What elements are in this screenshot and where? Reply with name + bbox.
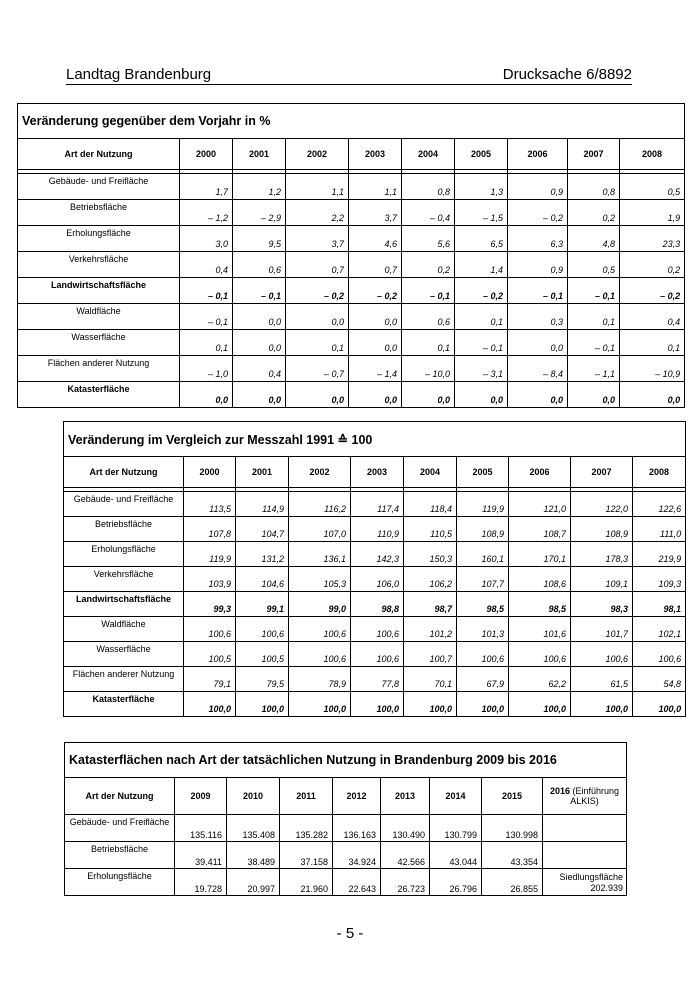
table-row bbox=[64, 517, 686, 542]
value-cell: 0,1 bbox=[402, 330, 455, 356]
value-cell: 21.960 bbox=[280, 869, 333, 896]
value-cell: 0,6 bbox=[402, 304, 455, 330]
value-cell: 105,3 bbox=[289, 567, 351, 592]
value-cell: 1,7 bbox=[180, 174, 233, 200]
value-cell: 0,0 bbox=[286, 382, 349, 408]
table-title-row bbox=[64, 422, 686, 457]
value-cell: 0,0 bbox=[455, 382, 508, 408]
row-label: Betriebsfläche bbox=[64, 517, 184, 542]
table-row bbox=[18, 278, 685, 304]
value-cell: 1,1 bbox=[286, 174, 349, 200]
value-cell: 1,4 bbox=[455, 252, 508, 278]
value-cell: – 10,9 bbox=[620, 356, 685, 382]
value-cell: 135.408 bbox=[227, 815, 280, 842]
value-cell: 108,9 bbox=[571, 517, 633, 542]
value-cell: 26.796 bbox=[430, 869, 482, 896]
row-label: Gebäude- und Freifläche bbox=[18, 174, 180, 200]
table-row bbox=[64, 542, 686, 567]
row-label: Wasserfläche bbox=[64, 642, 184, 667]
value-cell: 26.723 bbox=[381, 869, 430, 896]
value-cell: 6,3 bbox=[508, 226, 568, 252]
value-cell: 100,0 bbox=[184, 692, 236, 717]
value-cell: 109,1 bbox=[571, 567, 633, 592]
value-cell: 19.728 bbox=[175, 869, 227, 896]
table-title: Veränderung gegenüber dem Vorjahr in % bbox=[18, 104, 685, 139]
value-cell: – 1,1 bbox=[568, 356, 620, 382]
value-cell: 0,0 bbox=[233, 382, 286, 408]
header-row bbox=[64, 457, 686, 488]
value-cell: 100,0 bbox=[509, 692, 571, 717]
value-cell: 130.998 bbox=[482, 815, 543, 842]
value-cell: 101,3 bbox=[457, 617, 509, 642]
value-cell: 0,6 bbox=[233, 252, 286, 278]
row-label: Landwirtschaftsfläche bbox=[64, 592, 184, 617]
table-title-row bbox=[65, 743, 627, 778]
row-label: Wasserfläche bbox=[18, 330, 180, 356]
value-cell: 39.411 bbox=[175, 842, 227, 869]
column-header-2016 bbox=[543, 778, 627, 815]
value-cell: 0,0 bbox=[620, 382, 685, 408]
column-header: 2005 bbox=[455, 139, 508, 170]
value-cell: – 10,0 bbox=[402, 356, 455, 382]
value-cell: 219,9 bbox=[633, 542, 686, 567]
value-cell: – 3,1 bbox=[455, 356, 508, 382]
row-label: Gebäude- und Freifläche bbox=[65, 815, 175, 842]
value-cell: 100,0 bbox=[633, 692, 686, 717]
value-cell: 100,0 bbox=[571, 692, 633, 717]
table-row bbox=[18, 226, 685, 252]
value-cell: 3,7 bbox=[286, 226, 349, 252]
table-row bbox=[18, 330, 685, 356]
value-cell: 100,6 bbox=[184, 617, 236, 642]
column-header: 2003 bbox=[349, 139, 402, 170]
value-cell: 119,9 bbox=[184, 542, 236, 567]
table-row bbox=[65, 842, 627, 869]
value-cell: 98,5 bbox=[457, 592, 509, 617]
value-cell: 0,4 bbox=[233, 356, 286, 382]
value-cell: 100,5 bbox=[184, 642, 236, 667]
value-cell: – 0,1 bbox=[180, 278, 233, 304]
column-header: 2005 bbox=[457, 457, 509, 488]
value-cell: 0,0 bbox=[233, 304, 286, 330]
value-cell: 1,1 bbox=[349, 174, 402, 200]
value-cell: – 0,2 bbox=[455, 278, 508, 304]
value-cell: 54,8 bbox=[633, 667, 686, 692]
column-header: 2001 bbox=[236, 457, 289, 488]
value-cell: 6,5 bbox=[455, 226, 508, 252]
row-label: Verkehrsfläche bbox=[64, 567, 184, 592]
value-cell-2016: Siedlungsfläche 202.939 bbox=[543, 869, 627, 896]
column-header: 2014 bbox=[430, 778, 482, 815]
table-row bbox=[18, 174, 685, 200]
value-cell: 0,9 bbox=[508, 174, 568, 200]
row-label: Betriebsfläche bbox=[65, 842, 175, 869]
value-cell: 100,6 bbox=[351, 642, 404, 667]
table-row bbox=[65, 869, 627, 896]
value-cell: 99,3 bbox=[184, 592, 236, 617]
value-cell: 0,1 bbox=[455, 304, 508, 330]
column-note: (Einführung ALKIS) bbox=[570, 786, 620, 806]
column-header: 2015 bbox=[482, 778, 543, 815]
column-header: 2001 bbox=[233, 139, 286, 170]
value-cell: 0,2 bbox=[568, 200, 620, 226]
value-cell: 98,1 bbox=[633, 592, 686, 617]
value-cell: 178,3 bbox=[571, 542, 633, 567]
value-cell: 100,6 bbox=[571, 642, 633, 667]
value-cell: 100,0 bbox=[457, 692, 509, 717]
column-header: 2002 bbox=[286, 139, 349, 170]
value-cell: 98,7 bbox=[404, 592, 457, 617]
value-cell: 107,0 bbox=[289, 517, 351, 542]
page-number: - 5 - bbox=[336, 925, 364, 942]
column-header: 2007 bbox=[568, 139, 620, 170]
value-cell: 3,7 bbox=[349, 200, 402, 226]
value-cell: 0,8 bbox=[568, 174, 620, 200]
value-cell: 111,0 bbox=[633, 517, 686, 542]
value-cell: 136,1 bbox=[289, 542, 351, 567]
table-title-row bbox=[18, 104, 685, 139]
row-label: Erholungsfläche bbox=[64, 542, 184, 567]
table-title: Veränderung im Vergleich zur Messzahl 1991 ≙ 100 bbox=[64, 422, 686, 457]
value-cell: 0,1 bbox=[286, 330, 349, 356]
value-cell: 170,1 bbox=[509, 542, 571, 567]
value-cell: 102,1 bbox=[633, 617, 686, 642]
value-cell: 0,1 bbox=[568, 304, 620, 330]
value-cell: 119,9 bbox=[457, 492, 509, 517]
value-cell: 0,5 bbox=[568, 252, 620, 278]
value-cell: 108,7 bbox=[509, 517, 571, 542]
value-cell: 67,9 bbox=[457, 667, 509, 692]
value-cell: 34.924 bbox=[333, 842, 381, 869]
value-cell: 20.997 bbox=[227, 869, 280, 896]
value-cell: 37.158 bbox=[280, 842, 333, 869]
value-cell: 106,0 bbox=[351, 567, 404, 592]
value-cell: 42.566 bbox=[381, 842, 430, 869]
row-label: Katasterfläche bbox=[18, 382, 180, 408]
row-label: Flächen anderer Nutzung bbox=[64, 667, 184, 692]
table-index-1991 bbox=[63, 421, 686, 717]
value-cell: 100,6 bbox=[236, 617, 289, 642]
column-header: 2007 bbox=[571, 457, 633, 488]
table-row bbox=[64, 567, 686, 592]
row-label: Verkehrsfläche bbox=[18, 252, 180, 278]
value-cell: 3,0 bbox=[180, 226, 233, 252]
value-cell: 100,7 bbox=[404, 642, 457, 667]
value-cell: 100,6 bbox=[633, 642, 686, 667]
table-row bbox=[64, 667, 686, 692]
row-label: Landwirtschaftsfläche bbox=[18, 278, 180, 304]
value-cell: 100,0 bbox=[236, 692, 289, 717]
value-cell: 26.855 bbox=[482, 869, 543, 896]
column-header: 2006 bbox=[508, 139, 568, 170]
value-cell: 116,2 bbox=[289, 492, 351, 517]
value-cell: – 1,2 bbox=[180, 200, 233, 226]
column-year: 2016 bbox=[549, 786, 571, 796]
value-cell: 118,4 bbox=[404, 492, 457, 517]
value-cell: 2,2 bbox=[286, 200, 349, 226]
value-cell: – 0,2 bbox=[508, 200, 568, 226]
row-label: Katasterfläche bbox=[64, 692, 184, 717]
value-cell: 107,8 bbox=[184, 517, 236, 542]
value-cell: 5,6 bbox=[402, 226, 455, 252]
value-cell: – 0,7 bbox=[286, 356, 349, 382]
column-header: 2002 bbox=[289, 457, 351, 488]
value-cell: 122,0 bbox=[571, 492, 633, 517]
value-cell: – 1,4 bbox=[349, 356, 402, 382]
value-cell: 100,6 bbox=[457, 642, 509, 667]
value-cell: – 0,4 bbox=[402, 200, 455, 226]
table-title: Katasterflächen nach Art der tatsächlichen Nutzung in Brandenburg 2009 bis 2016 bbox=[65, 743, 627, 778]
value-cell: 99,0 bbox=[289, 592, 351, 617]
column-header: 2013 bbox=[381, 778, 430, 815]
table-cadastral-2009-2016 bbox=[64, 742, 627, 896]
value-cell: 0,0 bbox=[508, 382, 568, 408]
value-cell: 117,4 bbox=[351, 492, 404, 517]
value-cell: 0,0 bbox=[180, 382, 233, 408]
column-header: 2003 bbox=[351, 457, 404, 488]
value-cell: – 0,1 bbox=[233, 278, 286, 304]
column-header: 2012 bbox=[333, 778, 381, 815]
row-label: Waldfläche bbox=[64, 617, 184, 642]
value-cell-2016 bbox=[543, 842, 627, 869]
value-cell: 0,0 bbox=[349, 304, 402, 330]
column-header: Art der Nutzung bbox=[64, 457, 184, 488]
value-cell: 98,5 bbox=[509, 592, 571, 617]
column-header: 2008 bbox=[633, 457, 686, 488]
value-cell: 0,5 bbox=[620, 174, 685, 200]
column-header: 2000 bbox=[184, 457, 236, 488]
value-cell: 103,9 bbox=[184, 567, 236, 592]
value-cell: – 0,1 bbox=[568, 330, 620, 356]
column-header: 2004 bbox=[404, 457, 457, 488]
value-cell: 1,9 bbox=[620, 200, 685, 226]
value-cell: 79,1 bbox=[184, 667, 236, 692]
column-header: 2008 bbox=[620, 139, 685, 170]
column-header: Art der Nutzung bbox=[65, 778, 175, 815]
value-cell: 61,5 bbox=[571, 667, 633, 692]
value-cell: 101,2 bbox=[404, 617, 457, 642]
page-header bbox=[66, 66, 632, 85]
value-cell: 4,6 bbox=[349, 226, 402, 252]
table-row bbox=[65, 815, 627, 842]
value-cell: 136.163 bbox=[333, 815, 381, 842]
value-cell: 100,5 bbox=[236, 642, 289, 667]
value-cell: – 0,2 bbox=[620, 278, 685, 304]
value-cell: 106,2 bbox=[404, 567, 457, 592]
table-row bbox=[64, 592, 686, 617]
column-header: 2010 bbox=[227, 778, 280, 815]
value-cell: 135.116 bbox=[175, 815, 227, 842]
value-cell: 110,5 bbox=[404, 517, 457, 542]
value-cell: 100,6 bbox=[351, 617, 404, 642]
value-cell: 98,8 bbox=[351, 592, 404, 617]
value-cell: 104,6 bbox=[236, 567, 289, 592]
value-cell: 101,6 bbox=[509, 617, 571, 642]
value-cell: 101,7 bbox=[571, 617, 633, 642]
value-cell: 99,1 bbox=[236, 592, 289, 617]
value-cell-2016 bbox=[543, 815, 627, 842]
value-cell: 0,7 bbox=[349, 252, 402, 278]
value-cell: – 0,1 bbox=[402, 278, 455, 304]
value-cell: 110,9 bbox=[351, 517, 404, 542]
row-label: Erholungsfläche bbox=[65, 869, 175, 896]
value-cell: 1,2 bbox=[233, 174, 286, 200]
value-cell: – 0,1 bbox=[568, 278, 620, 304]
column-header: 2004 bbox=[402, 139, 455, 170]
value-cell: 43.044 bbox=[430, 842, 482, 869]
header-row bbox=[18, 139, 685, 170]
value-cell: 130.490 bbox=[381, 815, 430, 842]
value-cell: 150,3 bbox=[404, 542, 457, 567]
value-cell: 100,0 bbox=[289, 692, 351, 717]
header-row bbox=[65, 778, 627, 815]
value-cell: 122,6 bbox=[633, 492, 686, 517]
value-cell: – 8,4 bbox=[508, 356, 568, 382]
value-cell: 0,0 bbox=[349, 330, 402, 356]
value-cell: 70,1 bbox=[404, 667, 457, 692]
value-cell: 0,9 bbox=[508, 252, 568, 278]
value-cell: 43.354 bbox=[482, 842, 543, 869]
value-cell: 1,3 bbox=[455, 174, 508, 200]
parliament-name: Landtag Brandenburg bbox=[66, 66, 212, 83]
value-cell: 0,0 bbox=[508, 330, 568, 356]
value-cell: 0,0 bbox=[286, 304, 349, 330]
value-cell: 135.282 bbox=[280, 815, 333, 842]
value-cell: 0,3 bbox=[508, 304, 568, 330]
value-cell: 0,1 bbox=[180, 330, 233, 356]
value-cell: – 0,1 bbox=[180, 304, 233, 330]
table-row bbox=[64, 642, 686, 667]
value-cell: 79,5 bbox=[236, 667, 289, 692]
row-label: Flächen anderer Nutzung bbox=[18, 356, 180, 382]
value-cell: 160,1 bbox=[457, 542, 509, 567]
value-cell: 108,9 bbox=[457, 517, 509, 542]
value-cell: 0,0 bbox=[349, 382, 402, 408]
table-row bbox=[18, 304, 685, 330]
table-row bbox=[64, 492, 686, 517]
value-cell: 9,5 bbox=[233, 226, 286, 252]
value-cell: 130.799 bbox=[430, 815, 482, 842]
value-cell: 78,9 bbox=[289, 667, 351, 692]
value-cell: 23,3 bbox=[620, 226, 685, 252]
table-row bbox=[18, 200, 685, 226]
column-header: 2006 bbox=[509, 457, 571, 488]
value-cell: 104,7 bbox=[236, 517, 289, 542]
table-change-previous-year bbox=[17, 103, 685, 408]
value-cell: 100,0 bbox=[351, 692, 404, 717]
table-row bbox=[18, 382, 685, 408]
value-cell: 113,5 bbox=[184, 492, 236, 517]
column-header: Art der Nutzung bbox=[18, 139, 180, 170]
value-cell: 0,4 bbox=[180, 252, 233, 278]
value-cell: 38.489 bbox=[227, 842, 280, 869]
value-cell: 121,0 bbox=[509, 492, 571, 517]
value-cell: – 0,1 bbox=[455, 330, 508, 356]
column-header: 2000 bbox=[180, 139, 233, 170]
table-row bbox=[64, 617, 686, 642]
value-cell: 100,6 bbox=[509, 642, 571, 667]
value-cell: 142,3 bbox=[351, 542, 404, 567]
value-cell: 0,4 bbox=[620, 304, 685, 330]
value-cell: – 1,0 bbox=[180, 356, 233, 382]
value-cell: 0,8 bbox=[402, 174, 455, 200]
value-cell: 109,3 bbox=[633, 567, 686, 592]
table-row bbox=[18, 356, 685, 382]
row-label: Erholungsfläche bbox=[18, 226, 180, 252]
value-cell: 0,0 bbox=[568, 382, 620, 408]
column-header: 2011 bbox=[280, 778, 333, 815]
value-cell: – 1,5 bbox=[455, 200, 508, 226]
value-cell: 0,1 bbox=[620, 330, 685, 356]
value-cell: 62,2 bbox=[509, 667, 571, 692]
value-cell: 0,2 bbox=[402, 252, 455, 278]
value-cell: 0,2 bbox=[620, 252, 685, 278]
value-cell: 131,2 bbox=[236, 542, 289, 567]
document-number: Drucksache 6/8892 bbox=[502, 66, 632, 83]
row-label: Waldfläche bbox=[18, 304, 180, 330]
value-cell: 100,6 bbox=[289, 617, 351, 642]
value-cell: 100,6 bbox=[289, 642, 351, 667]
column-header: 2009 bbox=[175, 778, 227, 815]
table-row bbox=[18, 252, 685, 278]
value-cell: – 2,9 bbox=[233, 200, 286, 226]
row-label: Gebäude- und Freifläche bbox=[64, 492, 184, 517]
value-cell: 0,0 bbox=[233, 330, 286, 356]
value-cell: 114,9 bbox=[236, 492, 289, 517]
value-cell: 77,8 bbox=[351, 667, 404, 692]
value-cell: 0,0 bbox=[402, 382, 455, 408]
value-cell: 98,3 bbox=[571, 592, 633, 617]
value-cell: 22.643 bbox=[333, 869, 381, 896]
value-cell: – 0,2 bbox=[349, 278, 402, 304]
table-row bbox=[64, 692, 686, 717]
value-cell: 4,8 bbox=[568, 226, 620, 252]
value-cell: – 0,1 bbox=[508, 278, 568, 304]
value-cell: – 0,2 bbox=[286, 278, 349, 304]
value-cell: 107,7 bbox=[457, 567, 509, 592]
value-cell: 108,6 bbox=[509, 567, 571, 592]
value-cell: 0,7 bbox=[286, 252, 349, 278]
value-cell: 100,0 bbox=[404, 692, 457, 717]
row-label: Betriebsfläche bbox=[18, 200, 180, 226]
